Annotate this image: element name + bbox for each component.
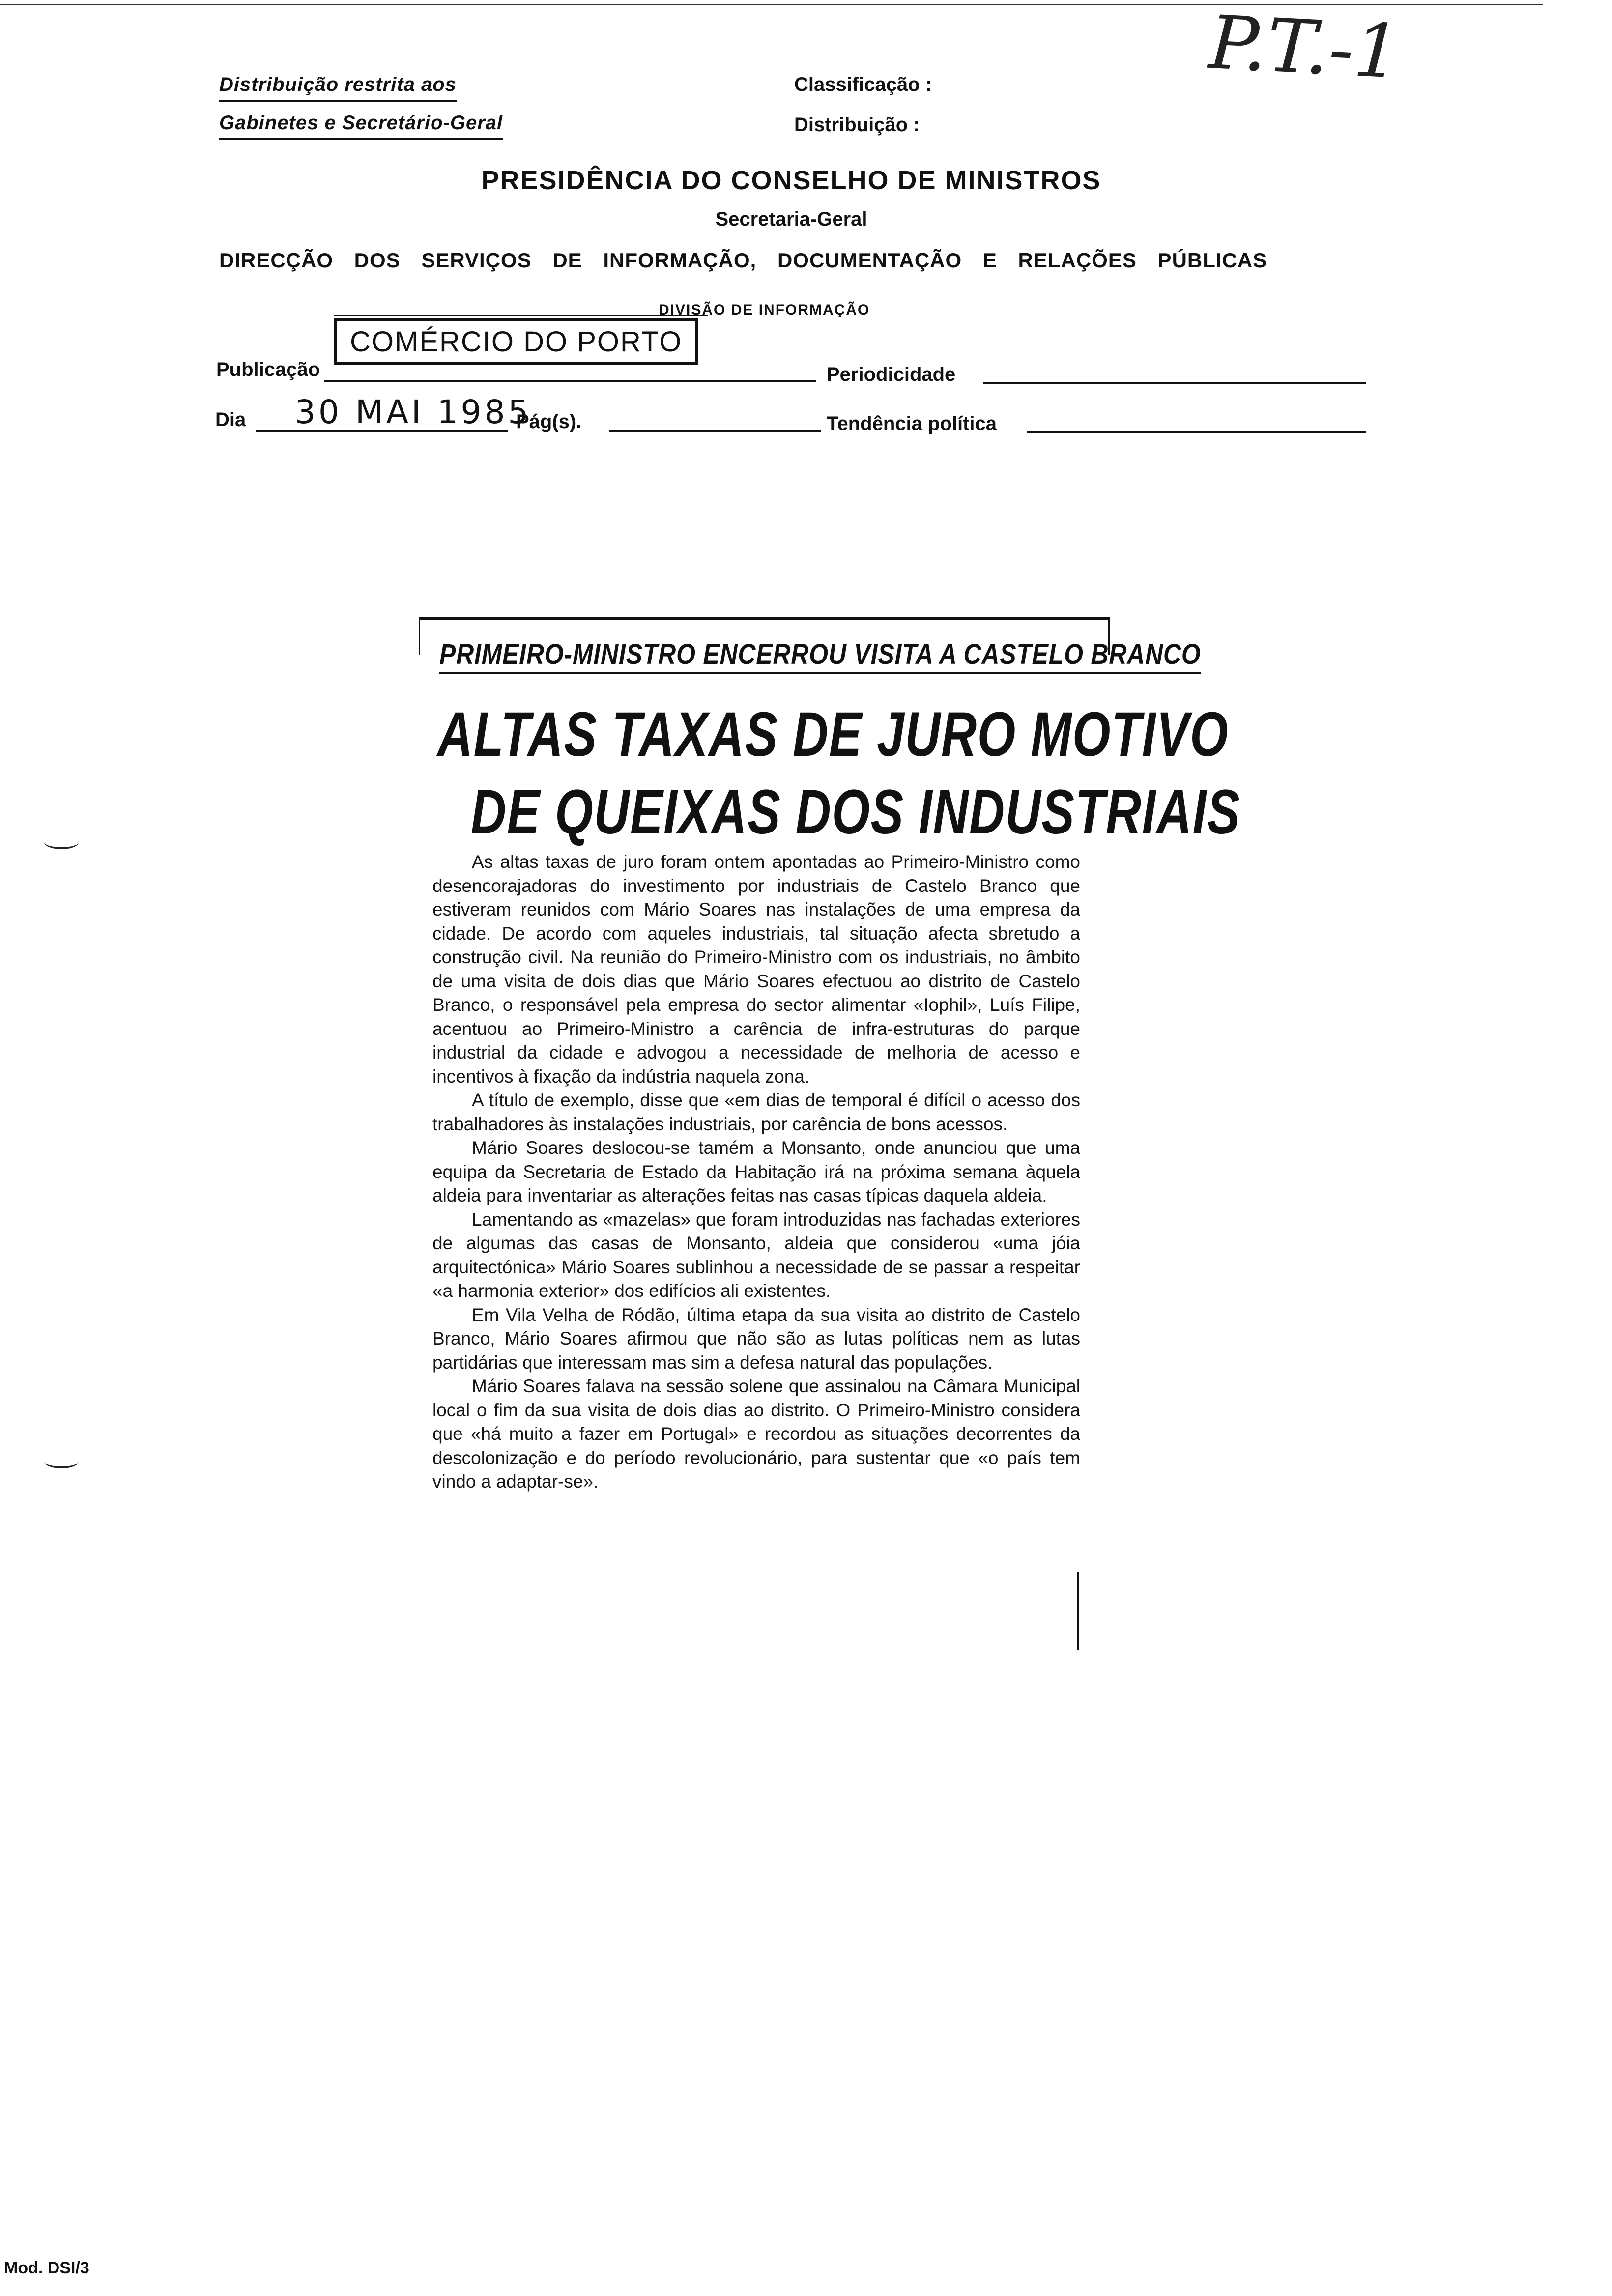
presidencia-title: PRESIDÊNCIA DO CONSELHO DE MINISTROS	[481, 166, 1101, 195]
tendencia-label: Tendência política	[827, 413, 997, 434]
distribution-note-line1: Distribuição restrita aos	[219, 74, 457, 102]
divisao-line: DIVISÃO DE INFORMAÇÃO	[659, 302, 870, 318]
publicacao-stamp: COMÉRCIO DO PORTO	[334, 318, 698, 365]
tendencia-line	[1027, 431, 1366, 433]
article-paragraph: As altas taxas de juro foram ontem apontadas ao Primeiro-Ministro como desencorajadoras do investimento por industriais de Castelo Branco que estiveram reunidos com Mário Soares nas instalações de uma empresa da cidade. De acordo com aqueles industriais, tal situação afecta sbretudo a construção civil. Na reunião do Primeiro-Ministro com os industriais, no âmbito de uma visita de dois dias que Mário Soares efectuou ao distrito de Castelo Branco, o responsável pela empresa do sector alimentar «Iophil», Luís Filipe, acentuou ao Primeiro-Ministro a carência de infra-estruturas do parque industrial da cidade e advogou a necessidade de melhoria de acesso e incentivos à fixação da indústria naquela zona.	[432, 852, 1080, 1087]
clipping-kicker: PRIMEIRO-MINISTRO ENCERROU VISITA A CASTELO BRANCO	[439, 638, 1201, 674]
classificacao-label: Classificação :	[794, 74, 932, 95]
dia-date-stamp: 30 MAI 1985	[295, 393, 532, 431]
publicacao-label: Publicação	[216, 359, 320, 380]
dia-label: Dia	[215, 409, 246, 430]
headline-line1: ALTAS TAXAS DE JURO MOTIVO	[437, 699, 1229, 770]
article-body	[432, 850, 1080, 1494]
pags-line	[609, 430, 821, 432]
stamp-top-extension	[334, 315, 708, 316]
periodicidade-label: Periodicidade	[827, 364, 956, 385]
margin-mark	[44, 1455, 79, 1468]
distribuicao-label: Distribuição :	[794, 114, 920, 136]
periodicidade-line	[983, 382, 1366, 384]
direccao-line: DIRECÇÃO DOS SERVIÇOS DE INFORMAÇÃO, DOCUMENTAÇÃO E RELAÇÕES PÚBLICAS	[219, 249, 1267, 272]
secretaria-subtitle: Secretaria-Geral	[715, 208, 867, 230]
clipping-edge-mark	[1077, 1572, 1079, 1650]
pags-label: Pág(s).	[516, 411, 582, 432]
margin-mark	[44, 835, 79, 849]
article-paragraph: Em Vila Velha de Ródão, última etapa da sua visita ao distrito de Castelo Branco, Mário Soares afirmou que não são as lutas políticas nem as lutas partidárias que interessam mas sim a defesa natural das populações.	[432, 1304, 1080, 1373]
article-paragraph: Lamentando as «mazelas» que foram introduzidas nas fachadas exteriores de algumas das casas de Monsanto, aldeia que considerou «uma jóia arquitectónica» Mário Soares sublinhou a necessidade de se passar a respeitar «a harmonia exterior» dos edifícios ali existentes.	[432, 1209, 1080, 1301]
model-code: Mod. DSI/3	[4, 2259, 89, 2277]
handwritten-reference: P.T.-1	[1207, 0, 1403, 96]
article-paragraph: A título de exemplo, disse que «em dias de temporal é difícil o acesso dos trabalhadores às instalações industriais, por carência de bons acessos.	[432, 1090, 1080, 1134]
publicacao-underline	[324, 380, 816, 382]
headline-line2: DE QUEIXAS DOS INDUSTRIAIS	[471, 777, 1241, 847]
article-paragraph: Mário Soares deslocou-se tamém a Monsanto, onde anunciou que uma equipa da Secretaria de Estado da Habitação irá na próxima semana àquela aldeia para inventariar as alterações feitas nas casas típicas daquela aldeia.	[432, 1138, 1080, 1205]
distribution-note-line2: Gabinetes e Secretário-Geral	[219, 112, 503, 140]
article-paragraph: Mário Soares falava na sessão solene que assinalou na Câmara Municipal local o fim da sua visita de dois dias ao distrito. O Primeiro-Ministro considera que «há muito a fazer em Portugal» e recordou as situações decorrentes da descolonização e do período revolucionário, para sustentar que «o país tem vindo a adaptar-se».	[432, 1376, 1080, 1492]
